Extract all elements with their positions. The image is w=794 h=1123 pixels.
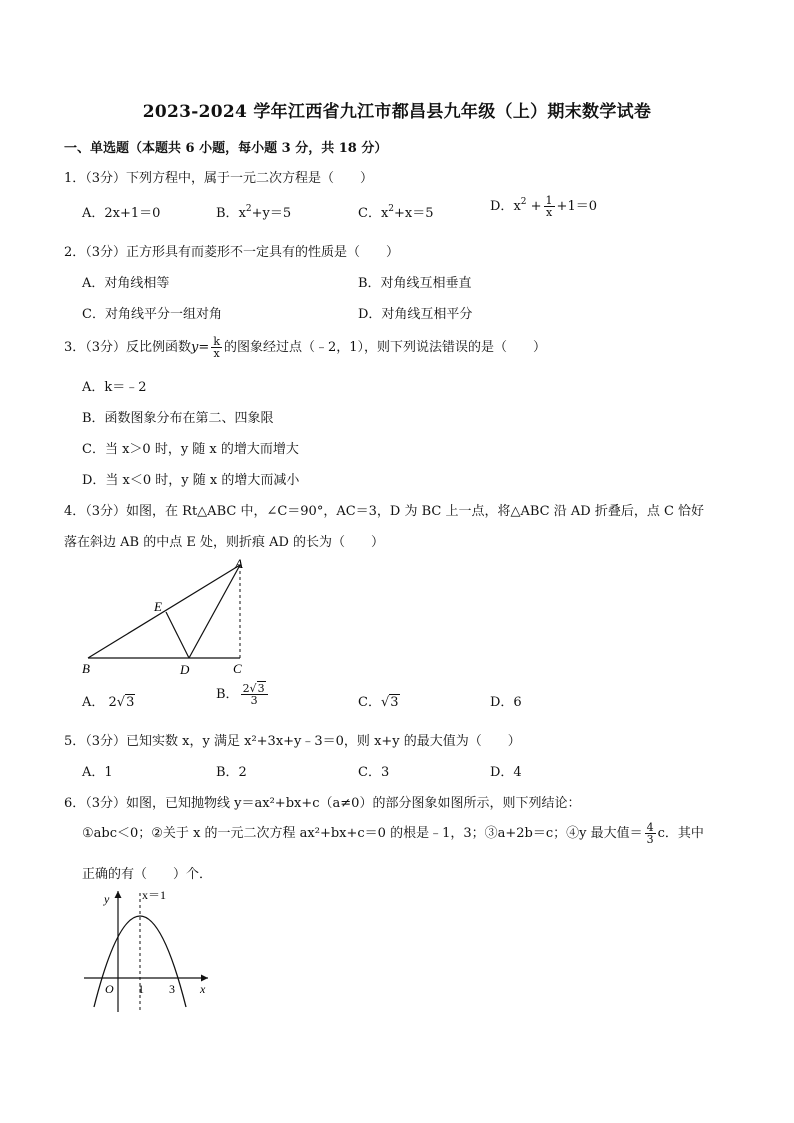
q2-option-d: D．对角线互相平分 (358, 307, 473, 322)
q1-option-c: C．$x^2+x=5$ (358, 204, 434, 221)
origin-label: O (105, 982, 114, 996)
q1-option-a: A．2x+1＝0 (82, 206, 161, 221)
question-3-stem: 3．（3分）反比例函数y= $\frac{k}{x}$ 的图象经过点（﹣2，1），则下列说法错误的是（ ） (64, 335, 547, 360)
q1-option-b: B．$x^2+y=5$ (216, 204, 292, 221)
q3-option-d: D．当 x＜0 时，y 随 x 的增大而减小 (82, 473, 300, 488)
q4-option-d: D．6 (490, 695, 522, 710)
label-c: C (233, 661, 242, 676)
label-b: B (82, 661, 90, 676)
question-6-line-3: 正确的有（ ）个． (82, 867, 213, 882)
label-a: A (235, 556, 243, 571)
y-axis-label: y (104, 892, 110, 906)
q5-option-b: B．2 (216, 765, 247, 780)
label-e: E (154, 599, 162, 614)
q3-option-a: A．k＝﹣2 (82, 380, 147, 395)
q4-option-c: C．√3 (358, 695, 399, 710)
section-heading: 一、单选题（本题共 6 小题，每小题 3 分，共 18 分） (64, 141, 388, 156)
question-4-line-2: 落在斜边 AB 的中点 E 处，则折痕 AD 的长为（ ） (64, 535, 385, 550)
segment-ab (88, 565, 240, 658)
segment-ad (189, 565, 240, 658)
q3-option-c: C．当 x＞0 时，y 随 x 的增大而增大 (82, 442, 299, 457)
question-4-line-1: 4．（3分）如图，在 Rt△ABC 中，∠C＝90°，AC＝3，D 为 BC 上一点，将△ABC 沿 AD 折叠后，点 C 恰好 (64, 504, 705, 519)
page-title: 2023-2024 学年江西省九江市都昌县九年级（上）期末数学试卷 (142, 102, 652, 122)
q2-option-c: C．对角线平分一组对角 (82, 307, 222, 322)
triangle-figure (76, 555, 276, 680)
q4-option-a: A． 2√3 (82, 695, 135, 710)
q3-option-b: B．函数图象分布在第二、四象限 (82, 411, 274, 426)
label-d: D (180, 662, 190, 677)
question-1-stem: 1．（3分）下列方程中，属于一元二次方程是（ ） (64, 171, 374, 186)
q2-option-a: A．对角线相等 (82, 276, 170, 291)
q2-option-b: B．对角线互相垂直 (358, 276, 472, 291)
question-5-stem: 5．（3分）已知实数 x，y 满足 x²+3x+y﹣3＝0，则 x+y 的最大值为（ ） (64, 734, 521, 749)
parabola-figure (80, 885, 220, 1015)
q5-option-d: D．4 (490, 765, 522, 780)
q5-option-c: C．3 (358, 765, 390, 780)
segment-ed (166, 612, 189, 658)
question-6-line-2: ①abc＜0；②关于 x 的一元二次方程 ax²+bx+c＝0 的根是﹣1，3；③a+2b＝c；④y 最大值＝ $\frac{4}{3}$ c．其中 (82, 821, 704, 846)
q4-option-b: B． $\frac{2√3}{3}$ (216, 683, 270, 706)
question-6-line-1: 6．（3分）如图，已知抛物线 y＝ax²+bx+c（a≠0）的部分图象如图所示，则下列结论： (64, 796, 581, 811)
symmetry-label: x＝1 (142, 888, 167, 902)
question-2-stem: 2．（3分）正方形具有而菱形不一定具有的性质是（ ） (64, 245, 400, 260)
tick-label-3: 3 (169, 982, 175, 996)
tick-label-1: 1 (138, 982, 144, 996)
q1-option-d: D．$x^2$ + $\frac{1}{x}$ +1＝0 (490, 194, 597, 219)
q5-option-a: A．1 (82, 765, 113, 780)
x-axis-label: x (200, 982, 206, 996)
